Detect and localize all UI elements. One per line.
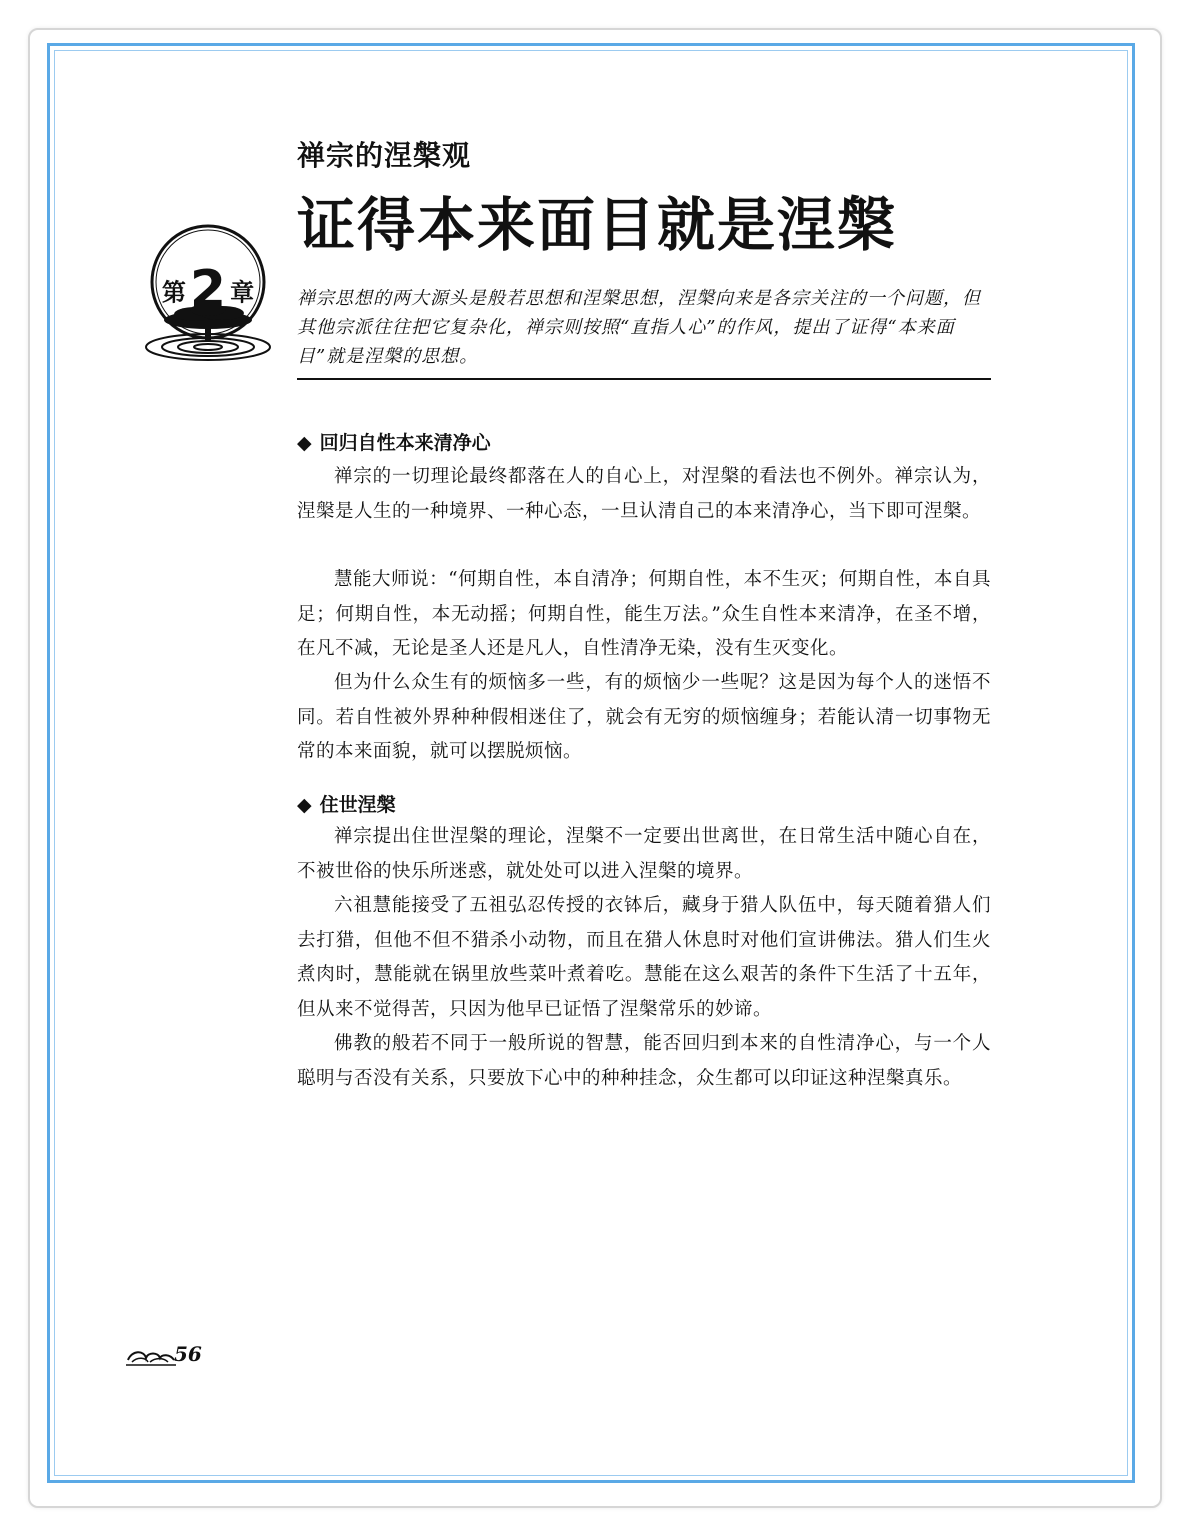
chapter-intro: 禅宗思想的两大源头是般若思想和涅槃思想，涅槃向来是各宗关注的一个问题，但其他宗派往往把它复杂化，禅宗则按照“直指人心”的作风，提出了证得“本来面目”就是涅槃的思想。 bbox=[297, 288, 981, 367]
page-folio bbox=[126, 1342, 216, 1372]
cloud-ornament-icon bbox=[126, 1342, 176, 1372]
paragraph: 慧能大师说：“何期自性，本自清净；何期自性，本不生灭；何期自性，本自具足；何期自性，本无动摇；何期自性，能生万法。”众生自性本来清净，在圣不增，在凡不减，无论是圣人还是凡人，自性清净无染，没有生灭变化。 bbox=[297, 569, 991, 659]
section-heading bbox=[297, 428, 491, 455]
chapter-suffix: 章 bbox=[230, 278, 255, 307]
paragraph: 六祖慧能接受了五祖弘忍传授的衣钵后，藏身于猎人队伍中，每天随着猎人们去打猎，但他不但不猎杀小动物，而且在猎人休息时对他们宣讲佛法。猎人们生火煮肉时，慧能就在锅里放些菜叶煮着吃。慧能在这么艰苦的条件下生活了十五年，但从来不觉得苦，只因为他早已证悟了涅槃常乐的妙谛。 bbox=[297, 895, 991, 1020]
page-number: 56 bbox=[174, 1342, 202, 1366]
diamond-bullet-icon: ◆ bbox=[297, 432, 312, 454]
section-heading-text: 回归自性本来清净心 bbox=[319, 432, 491, 454]
series-title: 禅宗的涅槃观 bbox=[297, 139, 472, 172]
chapter-prefix: 第 bbox=[161, 278, 186, 307]
paragraph: 禅宗提出住世涅槃的理论，涅槃不一定要出世离世，在日常生活中随心自在，不被世俗的快乐所迷惑，就处处可以进入涅槃的境界。 bbox=[297, 826, 991, 882]
chapter-badge bbox=[138, 222, 278, 372]
section-heading-text: 住世涅槃 bbox=[319, 794, 396, 816]
paragraph: 但为什么众生有的烦恼多一些，有的烦恼少一些呢？这是因为每个人的迷悟不同。若自性被外界种种假相迷住了，就会有无穷的烦恼缠身；若能认清一切事物无常的本来面貌，就可以摆脱烦恼。 bbox=[297, 672, 991, 762]
chapter-label bbox=[138, 260, 278, 320]
intro-divider bbox=[297, 378, 991, 380]
paragraph: 佛教的般若不同于一般所说的智慧，能否回归到本来的自性清净心，与一个人聪明与否没有关系，只要放下心中的种种挂念，众生都可以印证这种涅槃真乐。 bbox=[297, 1033, 991, 1089]
chapter-number: 2 bbox=[189, 260, 227, 320]
section-heading bbox=[297, 790, 396, 817]
chapter-title: 证得本来面目就是涅槃 bbox=[297, 191, 898, 259]
diamond-bullet-icon: ◆ bbox=[297, 794, 312, 816]
paragraph: 禅宗的一切理论最终都落在人的自心上，对涅槃的看法也不例外。禅宗认为，涅槃是人生的一种境界、一种心态，一旦认清自己的本来清净心，当下即可涅槃。 bbox=[297, 466, 991, 522]
